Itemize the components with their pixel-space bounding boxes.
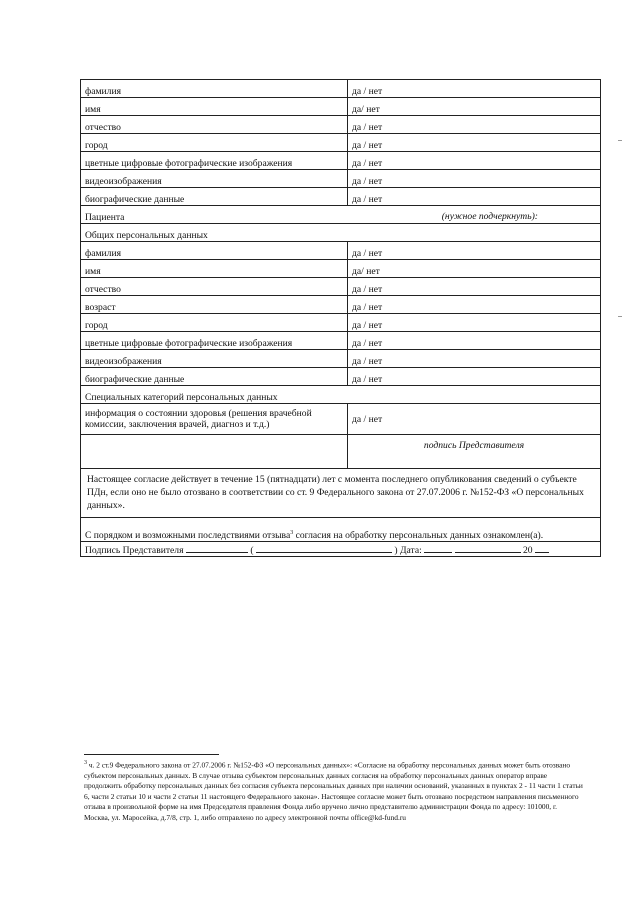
patient-label: Пациента [85,212,125,223]
date-month-field[interactable] [455,552,521,553]
sign-label: Подпись Представителя [85,545,184,556]
rep-signature-caption: подпись Представителя [423,440,525,451]
block1-row [81,170,601,188]
block1-field-label: цветные цифровые фотографические изображения [85,158,293,169]
block2-yes-no-choice[interactable]: да / нет [352,320,383,331]
block2-field-label: видеоизображения [85,356,162,367]
sign-paren-close: ) [394,545,398,556]
patient-note: (нужное подчеркнуть): [441,211,538,222]
block1-row [81,134,601,152]
block2-field-label: биографические данные [85,374,185,385]
health-answer[interactable]: да / нет [352,413,383,425]
consent-table [80,79,601,557]
footnote-divider [84,754,219,755]
block2-yes-no-choice[interactable]: да / нет [352,302,383,313]
general-header: Общих персональных данных [85,230,208,241]
block1-yes-no-choice[interactable]: да / нет [352,176,383,187]
special-header-row [81,386,601,404]
block1-row [81,116,601,134]
block1-field-label: отчество [85,122,121,133]
date-year-field[interactable] [535,552,549,553]
year-prefix: 20 [522,545,533,556]
block1-yes-no-choice[interactable]: да / нет [352,86,383,97]
health-row [81,404,601,435]
block2-field-label: цветные цифровые фотографические изображения [85,338,293,349]
block2-yes-no-choice[interactable]: да / нет [352,284,383,295]
block2-yes-no-choice[interactable]: да / нет [352,338,383,349]
block1-field-label: видеоизображения [85,176,162,187]
block2-yes-no-choice[interactable]: да / нет [352,356,383,367]
sign-row [81,542,601,557]
block1-yes-no-choice[interactable]: да / нет [352,140,383,151]
consequences-text-a: С порядком и возможными последствиями отзыва [85,530,291,541]
block1-field-label: город [85,140,108,151]
block1-field-label: фамилия [85,86,122,97]
block2-row [81,350,601,368]
validity-row [81,469,601,518]
block1-row [81,188,601,206]
consequences-row [81,518,601,542]
block2-rows [81,242,601,386]
block1-yes-no-choice[interactable]: да / нет [352,122,383,133]
block1-row [81,98,601,116]
general-header-row [81,224,601,242]
block2-row [81,332,601,350]
scan-mark [618,316,622,317]
footnote-text: ч. 2 ст.9 Федерального закона от 27.07.2006 г. №152-ФЗ «О персональных данных»: «Согласие на обработку персональных данных может быть отозвано субъектом персональных данных. В случае отзыва субъектом персональных данных согласия на обработку персональных данных оператор вправе продолжить обработку персональных данных без согласия субъекта персональных данных при наличии оснований, указанных в пунктах 2 - 11 части 1 статьи 6, части 2 статьи 10 и части 2 статьи 11 настоящего Федерального закона». Настоящее согласие может быть отозвано посредством направления письменного отзыва в произвольной форме на имя Председателя правления Фонда либо вручено лично представителю администрации Фонда по адресу: 101000, г. Москва, ул. Маросейка, д.7/8, стр. 1, либо отправлено по адресу электронной почты office@kd-fund.ru [84,760,583,822]
block2-row [81,368,601,386]
block1-row [81,152,601,170]
block2-field-label: имя [85,266,101,277]
block1-yes-no-choice[interactable]: да / нет [352,158,383,169]
block2-row [81,278,601,296]
block2-row [81,260,601,278]
block1-yes-no-choice[interactable]: да/ нет [352,104,380,115]
block2-field-label: отчество [85,284,121,295]
health-info: информация о состоянии здоровья (решения врачебной комиссии, заключения врачей, диагноз и т.д.) [85,408,312,430]
consequences-text-b: согласия на обработку персональных данных ознакомлен(а). [293,530,544,541]
block2-field-label: фамилия [85,248,122,259]
block2-field-label: город [85,320,108,331]
date-label: Дата: [399,545,422,556]
patient-row [81,206,601,224]
block1-yes-no-choice[interactable]: да / нет [352,194,383,205]
block2-field-label: возраст [85,302,116,313]
block2-row [81,296,601,314]
block2-yes-no-choice[interactable]: да / нет [352,374,383,385]
signature-field[interactable] [186,552,248,553]
sign-paren-open: ( [250,545,254,556]
block1-rows [81,80,601,206]
block1-field-label: имя [85,104,101,115]
block1-field-label: биографические данные [85,194,185,205]
signature-row [81,435,601,469]
consequences-footnote-ref: 3 [290,529,294,536]
footnote-number: 3 [84,760,87,766]
validity-text: Настоящее согласие действует в течение 15 (пятнадцати) лет с момента последнего опубликования сведений о субъекте ПДн, если оно не было отозвано в соответствии со ст. 9 Федерального закона от 27.07.2006 г. №152-ФЗ «О персональных данных». [87,474,584,511]
block2-row [81,242,601,260]
scan-mark [618,140,622,141]
footnote [84,758,584,823]
date-day-field[interactable] [424,552,452,553]
special-header: Специальных категорий персональных данных [85,392,278,403]
block2-yes-no-choice[interactable]: да / нет [352,248,383,259]
block2-yes-no-choice[interactable]: да/ нет [352,266,380,277]
block2-row [81,314,601,332]
block1-row [81,80,601,98]
name-field[interactable] [256,552,392,553]
